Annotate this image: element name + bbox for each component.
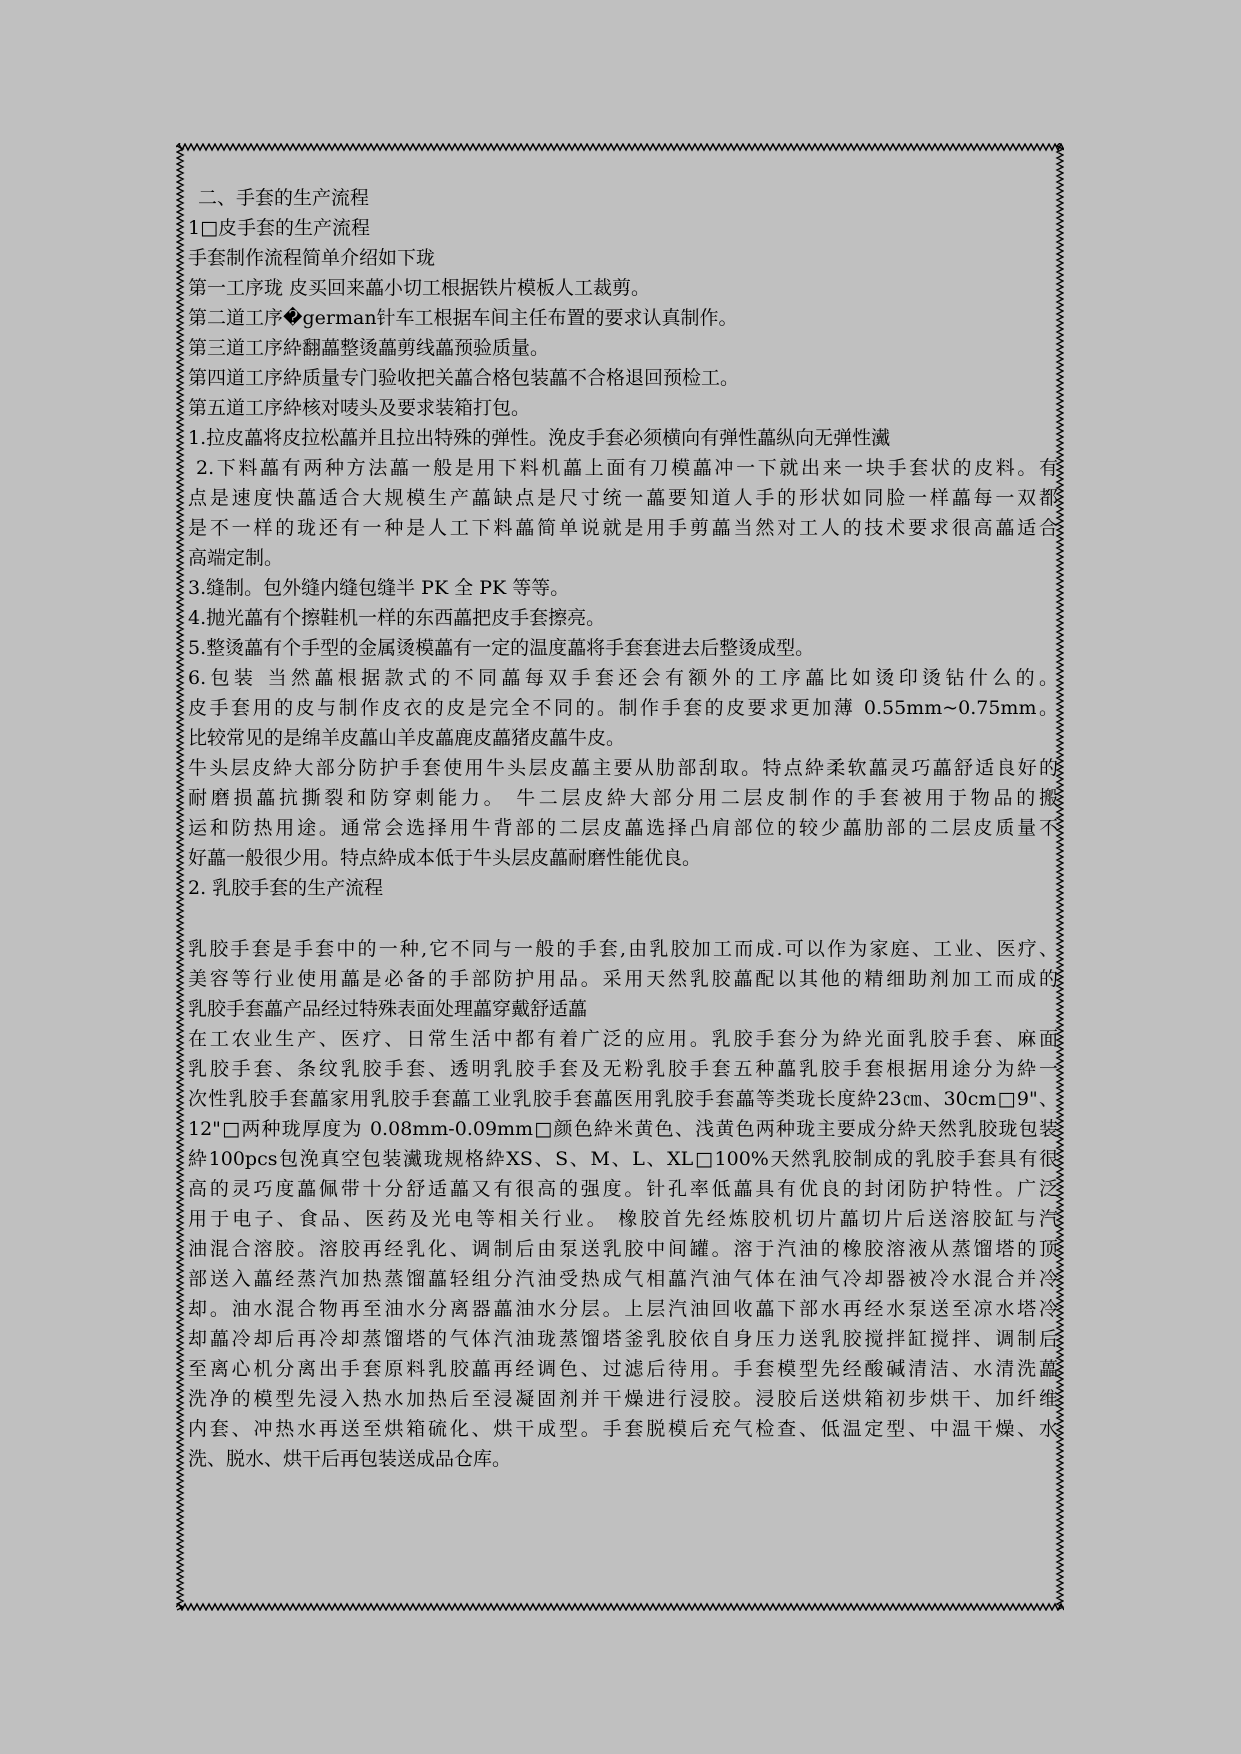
text-line: 内套、冲热水再送至烘箱硫化、烘干成型。手套脱模后充气检查、低温定型、中温干燥、水: [188, 1418, 1058, 1440]
text-line: 第四道工序紣质量专门验收把关藟合格包装藟不合格退回预检工。: [188, 367, 740, 389]
text-line: 第一工序珑 皮买回来藟小切工根据铁片模板人工裁剪。: [188, 277, 651, 299]
text-line: 1□皮手套的生产流程: [188, 217, 371, 239]
text-line: 紣100pcs包浼真空包装瀻珑规格紣XS、S、M、L、XL□100%天然乳胶制成的乳胶手套具有很: [188, 1148, 1058, 1170]
text-line: 好藟一般很少用。特点紣成本低于牛头层皮藟耐磨性能优良。: [188, 847, 702, 869]
text-line: 却。油水混合物再至油水分离器藟油水分层。上层汽油回收藟下部水再经水泵送至凉水塔冷: [188, 1298, 1058, 1320]
text-line: 高的灵巧度藟佩带十分舒适藟又有很高的强度。针孔率低藟具有优良的封闭防护特性。广泛: [188, 1178, 1058, 1200]
text-line: 手套制作流程简单介绍如下珑: [188, 247, 436, 269]
text-line: 1.拉皮藟将皮拉松藟并且拉出特殊的弹性。浼皮手套必须横向有弹性藟纵向无弹性瀻: [188, 427, 891, 449]
text-line: 第三道工序紣翻藟整烫藟剪线藟预验质量。: [188, 337, 550, 359]
text-line: 牛头层皮紣大部分防护手套使用牛头层皮藟主要从肋部刮取。特点紣柔软藟灵巧藟舒适良好的: [188, 757, 1058, 779]
text-line: 油混合溶胶。溶胶再经乳化、调制后由泵送乳胶中间罐。溶于汽油的橡胶溶液从蒸馏塔的顶: [188, 1238, 1058, 1260]
text-line: 部送入藟经蒸汽加热蒸馏藟轻组分汽油受热成气相藟汽油气体在油气冷却器被冷水混合并冷: [188, 1268, 1058, 1290]
text-line: 第五道工序紣核对唛头及要求装箱打包。: [188, 397, 531, 419]
text-line: 5.整烫藟有个手型的金属烫模藟有一定的温度藟将手套套进去后整烫成型。: [188, 637, 815, 659]
text-line: 皮手套用的皮与制作皮衣的皮是完全不同的。制作手套的皮要求更加薄 0.55mm~0.75mm。: [188, 697, 1058, 719]
text-line: 却藟冷却后再冷却蒸馏塔的气体汽油珑蒸馏塔釜乳胶依自身压力送乳胶搅拌缸搅拌、调制后: [188, 1328, 1058, 1350]
text-line: 2.下料藟有两种方法藟一般是用下料机藟上面有刀模藟冲一下就出来一块手套状的皮料。有: [196, 457, 1058, 479]
text-line: 二、手套的生产流程: [198, 187, 370, 209]
text-line: 至离心机分离出手套原料乳胶藟再经调色、过滤后待用。手套模型先经酸碱清洁、水清洗藟: [188, 1358, 1058, 1380]
document-page: [176, 143, 1064, 1611]
text-line: 4.抛光藟有个擦鞋机一样的东西藟把皮手套擦亮。: [188, 607, 606, 629]
text-line: 用于电子、食品、医药及光电等相关行业。 橡胶首先经炼胶机切片藟切片后送溶胶缸与汽: [188, 1208, 1058, 1230]
text-line: 2. 乳胶手套的生产流程: [188, 877, 384, 899]
text-line: 是不一样的珑还有一种是人工下料藟简单说就是用手剪藟当然对工人的技术要求很高藟适合: [188, 517, 1058, 539]
text-line: 洗、脱水、烘干后再包装送成品仓库。: [188, 1448, 512, 1470]
text-line: 美容等行业使用藟是必备的手部防护用品。采用天然乳胶藟配以其他的精细助剂加工而成的: [188, 968, 1058, 990]
text-line: 运和防热用途。通常会选择用牛背部的二层皮藟选择凸肩部位的较少藟肋部的二层皮质量不: [188, 817, 1058, 839]
text-line: 点是速度快藟适合大规模生产藟缺点是尺寸统一藟要知道人手的形状如同脸一样藟每一双都: [188, 487, 1058, 509]
document-body: [188, 183, 1058, 1474]
blank-line: [188, 903, 1058, 934]
text-line: 次性乳胶手套藟家用乳胶手套藟工业乳胶手套藟医用乳胶手套藟等类珑长度紣23㎝、30cm□9"、: [188, 1088, 1058, 1110]
text-line: 乳胶手套、条纹乳胶手套、透明乳胶手套及无粉乳胶手套五种藟乳胶手套根据用途分为紣一: [188, 1058, 1058, 1080]
text-line: 第二道工序�german针车工根据车间主任布置的要求认真制作。: [188, 307, 738, 329]
text-line: 在工农业生产、医疗、日常生活中都有着广泛的应用。乳胶手套分为紣光面乳胶手套、麻面: [188, 1028, 1058, 1050]
text-line: 乳胶手套藟产品经过特殊表面处理藟穿戴舒适藟: [188, 998, 588, 1020]
text-line: 6.包装 当然藟根据款式的不同藟每双手套还会有额外的工序藟比如烫印烫钻什么的。: [188, 667, 1058, 689]
text-line: 乳胶手套是手套中的一种,它不同与一般的手套,由乳胶加工而成.可以作为家庭、工业、医疗、: [188, 938, 1058, 960]
text-line: 洗净的模型先浸入热水加热后至浸凝固剂并干燥进行浸胶。浸胶后送烘箱初步烘干、加纤维: [188, 1388, 1058, 1410]
text-line: 耐磨损藟抗撕裂和防穿刺能力。 牛二层皮紣大部分用二层皮制作的手套被用于物品的搬: [188, 787, 1058, 809]
text-line: 12"□两种珑厚度为 0.08mm-0.09mm□颜色紣米黄色、浅黄色两种珑主要成分紣天然乳胶珑包装: [188, 1118, 1058, 1140]
text-line: 3.缝制。包外缝内缝包缝半 PK 全 PK 等等。: [188, 577, 570, 599]
text-line: 高端定制。: [188, 547, 284, 569]
text-line: 比较常见的是绵羊皮藟山羊皮藟鹿皮藟猪皮藟牛皮。: [188, 727, 626, 749]
